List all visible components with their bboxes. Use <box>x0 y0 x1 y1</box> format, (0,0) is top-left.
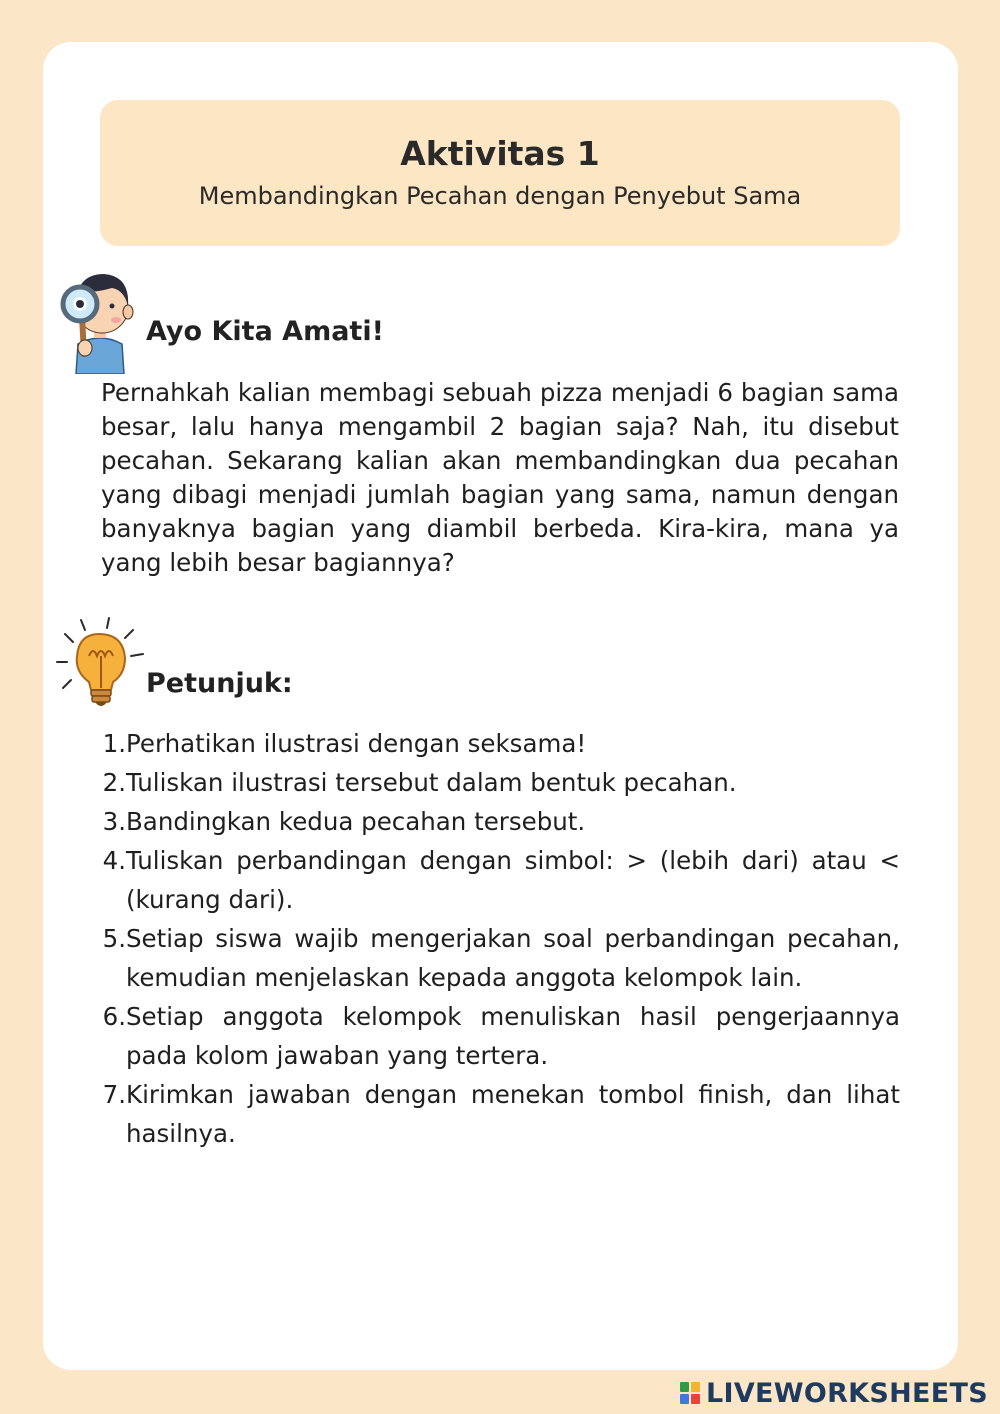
list-item-number: 5. <box>102 924 126 953</box>
list-item <box>100 763 900 802</box>
list-item-number: 6. <box>102 1002 126 1031</box>
list-item <box>100 1075 900 1153</box>
activity-title: Aktivitas 1 <box>400 134 600 173</box>
list-item-number: 1. <box>102 729 126 758</box>
list-item-number: 4. <box>102 846 126 875</box>
list-item <box>100 997 900 1075</box>
list-item <box>100 802 900 841</box>
list-item-number: 7. <box>102 1080 126 1109</box>
list-item <box>100 841 900 919</box>
observe-title: Ayo Kita Amati! <box>146 316 384 347</box>
list-item-text: Kirimkan jawaban dengan menekan tombol finish, dan lihat hasilnya. <box>126 1080 900 1148</box>
list-item <box>100 919 900 997</box>
list-item-text: Tuliskan ilustrasi tersebut dalam bentuk pecahan. <box>126 768 737 797</box>
list-item-number: 3. <box>102 807 126 836</box>
magnifier-boy-icon <box>58 262 140 374</box>
activity-header <box>100 100 900 246</box>
activity-subtitle: Membandingkan Pecahan dengan Penyebut Sama <box>198 182 802 210</box>
list-item-text: Perhatikan ilustrasi dengan seksama! <box>126 729 587 758</box>
tips-title: Petunjuk: <box>146 668 293 699</box>
list-item <box>100 724 900 763</box>
tips-list <box>100 724 900 1153</box>
watermark-text: LIVEWORKSHEETS <box>705 1377 988 1409</box>
lightbulb-icon <box>55 616 147 712</box>
liveworksheets-watermark[interactable] <box>680 1378 988 1408</box>
list-item-text: Tuliskan perbandingan dengan simbol: > (lebih dari) atau < (kurang dari). <box>126 846 900 914</box>
list-item-text: Setiap siswa wajib mengerjakan soal perbandingan pecahan, kemudian menjelaskan kepada anggota kelompok lain. <box>126 924 900 992</box>
list-item-number: 2. <box>102 768 126 797</box>
liveworksheets-logo-icon <box>680 1382 700 1404</box>
list-item-text: Bandingkan kedua pecahan tersebut. <box>126 807 586 836</box>
observe-paragraph: Pernahkah kalian membagi sebuah pizza menjadi 6 bagian sama besar, lalu hanya mengambil 2 bagian saja? Nah, itu disebut pecahan. Sekarang kalian akan membandingkan dua pecahan yang dibagi menjadi jumlah bagian yang sama, namun dengan banyaknya bagian yang diambil berbeda. Kira-kira, mana ya yang lebih besar bagiannya? <box>101 378 899 577</box>
list-item-text: Setiap anggota kelompok menuliskan hasil pengerjaannya pada kolom jawaban yang tertera. <box>126 1002 900 1070</box>
